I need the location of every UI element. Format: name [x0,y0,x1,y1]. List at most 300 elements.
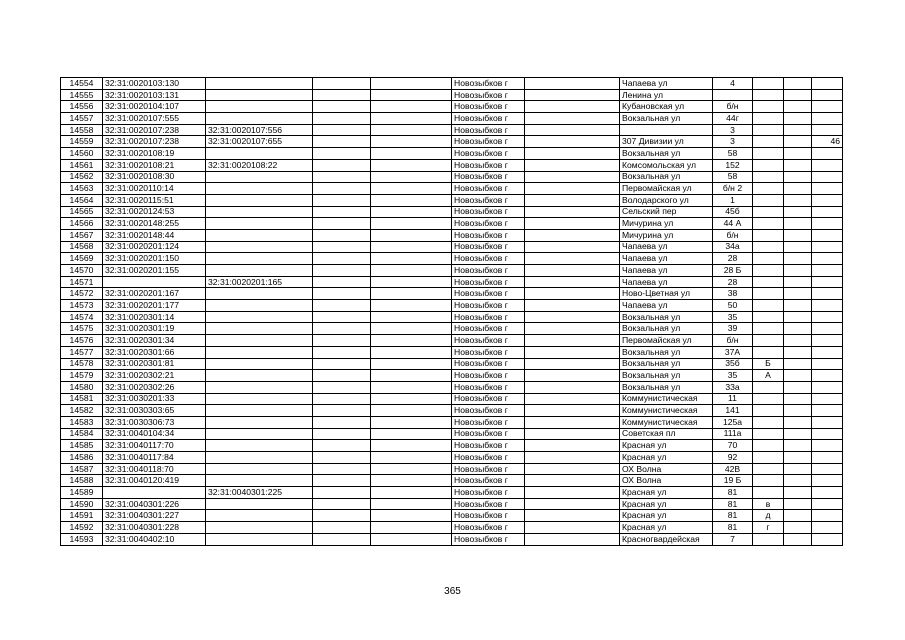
cell-empty-col-11 [784,300,812,312]
cell-row-number: 14583 [61,416,103,428]
cell-letter: г [753,522,784,534]
cell-row-number: 14579 [61,370,103,382]
cell-row-number: 14591 [61,510,103,522]
cell-empty-col-11 [784,78,812,90]
cell-empty-col-11 [784,405,812,417]
cell-empty-col-4 [313,136,371,148]
cell-parent-cadastral-number [206,78,313,90]
cell-cadastral-number: 32:31:0020115:51 [103,194,206,206]
cell-cadastral-number: 32:31:0020301:19 [103,323,206,335]
cell-empty-col-4 [313,265,371,277]
cell-cadastral-number: 32:31:0020107:238 [103,136,206,148]
cell-empty-col-4 [313,452,371,464]
cell-cadastral-number: 32:31:0020103:130 [103,78,206,90]
table-row [61,253,843,265]
cell-letter [753,405,784,417]
cell-empty-col-5 [371,276,452,288]
cell-empty-col-4 [313,241,371,253]
cell-empty-col-4 [313,311,371,323]
cell-street: Вокзальная ул [620,358,713,370]
cell-city: Новозыбков г [452,124,525,136]
cell-letter [753,452,784,464]
cell-empty-col-4 [313,522,371,534]
cell-empty-col-11 [784,346,812,358]
cell-parent-cadastral-number [206,405,313,417]
cell-apartment [812,510,843,522]
table-row [61,241,843,253]
cell-empty-col-4 [313,335,371,347]
cell-house-number: 28 Б [713,265,753,277]
cell-empty-col-7 [525,148,620,160]
cell-letter [753,89,784,101]
cell-parent-cadastral-number [206,463,313,475]
cell-empty-col-7 [525,183,620,195]
cell-parent-cadastral-number [206,218,313,230]
cell-street: Вокзальная ул [620,381,713,393]
cell-street: Красная ул [620,452,713,464]
cell-row-number: 14556 [61,101,103,113]
table-row [61,78,843,90]
cell-house-number: 42В [713,463,753,475]
cell-city: Новозыбков г [452,498,525,510]
cell-row-number: 14581 [61,393,103,405]
table-row [61,171,843,183]
cell-apartment [812,452,843,464]
cell-letter [753,475,784,487]
cell-city: Новозыбков г [452,381,525,393]
cell-empty-col-5 [371,78,452,90]
cell-empty-col-11 [784,241,812,253]
table-row [61,300,843,312]
cell-house-number: 35 [713,370,753,382]
cell-street: Чапаева ул [620,241,713,253]
cell-empty-col-5 [371,194,452,206]
cell-row-number: 14590 [61,498,103,510]
cell-row-number: 14577 [61,346,103,358]
cell-empty-col-7 [525,194,620,206]
cell-empty-col-5 [371,206,452,218]
cell-parent-cadastral-number [206,358,313,370]
cell-city: Новозыбков г [452,148,525,160]
table-row [61,288,843,300]
cell-cadastral-number: 32:31:0030303:65 [103,405,206,417]
cell-empty-col-5 [371,183,452,195]
cell-empty-col-7 [525,136,620,148]
cell-empty-col-7 [525,300,620,312]
cell-house-number: 44 А [713,218,753,230]
cell-apartment [812,288,843,300]
cell-letter [753,323,784,335]
cell-empty-col-4 [313,159,371,171]
cell-empty-col-11 [784,416,812,428]
cell-empty-col-4 [313,101,371,113]
cell-empty-col-4 [313,416,371,428]
cell-parent-cadastral-number: 32:31:0020201:165 [206,276,313,288]
cell-cadastral-number: 32:31:0040118:70 [103,463,206,475]
cell-city: Новозыбков г [452,159,525,171]
cell-city: Новозыбков г [452,265,525,277]
cell-cadastral-number: 32:31:0020108:19 [103,148,206,160]
cell-parent-cadastral-number: 32:31:0020107:655 [206,136,313,148]
cell-apartment: 46 [812,136,843,148]
cell-cadastral-number: 32:31:0020301:81 [103,358,206,370]
cell-empty-col-4 [313,183,371,195]
cell-apartment [812,206,843,218]
cell-apartment [812,428,843,440]
cell-empty-col-5 [371,323,452,335]
cell-street: Чапаева ул [620,276,713,288]
cell-parent-cadastral-number [206,370,313,382]
cell-house-number: б/н [713,101,753,113]
cell-cadastral-number: 32:31:0020108:30 [103,171,206,183]
table-row [61,452,843,464]
cell-city: Новозыбков г [452,452,525,464]
cell-apartment [812,89,843,101]
cell-apartment [812,475,843,487]
cell-empty-col-7 [525,463,620,475]
cell-street: Чапаева ул [620,300,713,312]
cell-house-number: 4 [713,78,753,90]
cell-letter [753,183,784,195]
cell-city: Новозыбков г [452,323,525,335]
cell-letter: Б [753,358,784,370]
cell-empty-col-11 [784,358,812,370]
cell-empty-col-4 [313,498,371,510]
cell-empty-col-11 [784,265,812,277]
cell-letter [753,148,784,160]
cell-row-number: 14564 [61,194,103,206]
cell-apartment [812,440,843,452]
cell-empty-col-7 [525,405,620,417]
cell-apartment [812,498,843,510]
cell-city: Новозыбков г [452,370,525,382]
cell-empty-col-7 [525,498,620,510]
cell-street: Чапаева ул [620,253,713,265]
cell-empty-col-11 [784,194,812,206]
cell-apartment [812,300,843,312]
cell-row-number: 14573 [61,300,103,312]
cell-empty-col-4 [313,475,371,487]
cell-house-number: 28 [713,276,753,288]
cell-house-number: 35б [713,358,753,370]
cell-empty-col-11 [784,159,812,171]
cell-city: Новозыбков г [452,206,525,218]
cell-house-number: 37А [713,346,753,358]
cell-house-number: 3 [713,136,753,148]
cell-empty-col-11 [784,510,812,522]
cell-empty-col-5 [371,463,452,475]
cell-empty-col-7 [525,124,620,136]
cell-city: Новозыбков г [452,89,525,101]
cell-apartment [812,276,843,288]
cell-empty-col-11 [784,381,812,393]
table-row [61,265,843,277]
cell-cadastral-number: 32:31:0020301:14 [103,311,206,323]
cell-parent-cadastral-number [206,440,313,452]
table-row [61,522,843,534]
cell-house-number: 81 [713,522,753,534]
cell-apartment [812,241,843,253]
cell-parent-cadastral-number [206,148,313,160]
cell-empty-col-11 [784,218,812,230]
cell-parent-cadastral-number [206,522,313,534]
cell-empty-col-4 [313,113,371,125]
cell-empty-col-11 [784,475,812,487]
cell-empty-col-5 [371,522,452,534]
cell-empty-col-11 [784,276,812,288]
cell-letter [753,124,784,136]
cell-empty-col-4 [313,323,371,335]
cell-parent-cadastral-number [206,323,313,335]
cell-empty-col-5 [371,241,452,253]
cell-cadastral-number: 32:31:0020201:167 [103,288,206,300]
cell-cadastral-number: 32:31:0020124:53 [103,206,206,218]
cell-apartment [812,522,843,534]
cell-city: Новозыбков г [452,171,525,183]
table-row [61,183,843,195]
cell-parent-cadastral-number: 32:31:0040301:225 [206,487,313,499]
cell-empty-col-5 [371,101,452,113]
cell-house-number: 19 Б [713,475,753,487]
cell-empty-col-5 [371,475,452,487]
cell-empty-col-7 [525,101,620,113]
cell-empty-col-11 [784,463,812,475]
cell-letter: А [753,370,784,382]
cell-empty-col-5 [371,159,452,171]
cell-empty-col-4 [313,300,371,312]
cell-empty-col-5 [371,346,452,358]
cell-apartment [812,416,843,428]
cell-street: Володарского ул [620,194,713,206]
cell-parent-cadastral-number [206,311,313,323]
cell-street: Вокзальная ул [620,113,713,125]
cell-house-number: 45б [713,206,753,218]
cell-empty-col-5 [371,452,452,464]
cell-letter [753,311,784,323]
table-row [61,416,843,428]
cell-cadastral-number: 32:31:0040301:226 [103,498,206,510]
cell-city: Новозыбков г [452,522,525,534]
cell-empty-col-7 [525,358,620,370]
cell-house-number: 81 [713,510,753,522]
cell-parent-cadastral-number [206,335,313,347]
table-row [61,440,843,452]
cell-letter [753,416,784,428]
cell-city: Новозыбков г [452,487,525,499]
cell-empty-col-11 [784,288,812,300]
cell-parent-cadastral-number [206,510,313,522]
cell-letter [753,346,784,358]
cell-street: Коммунистическая [620,405,713,417]
cell-empty-col-5 [371,148,452,160]
table-row [61,533,843,545]
table-row [61,510,843,522]
table-row [61,113,843,125]
cell-city: Новозыбков г [452,335,525,347]
cell-letter [753,171,784,183]
cell-apartment [812,171,843,183]
cell-house-number: 81 [713,498,753,510]
cell-apartment [812,393,843,405]
cell-empty-col-7 [525,113,620,125]
cell-apartment [812,533,843,545]
cell-row-number: 14560 [61,148,103,160]
cell-empty-col-5 [371,498,452,510]
cell-letter [753,194,784,206]
cell-parent-cadastral-number [206,113,313,125]
cell-city: Новозыбков г [452,475,525,487]
cell-parent-cadastral-number [206,206,313,218]
table-row [61,498,843,510]
cell-empty-col-7 [525,428,620,440]
cell-parent-cadastral-number [206,428,313,440]
cell-parent-cadastral-number [206,265,313,277]
cell-row-number: 14585 [61,440,103,452]
cell-house-number: б/н [713,335,753,347]
cell-street: Красная ул [620,440,713,452]
cell-parent-cadastral-number [206,452,313,464]
cell-cadastral-number: 32:31:0020201:150 [103,253,206,265]
table-row [61,276,843,288]
cell-cadastral-number [103,276,206,288]
cell-apartment [812,405,843,417]
cell-city: Новозыбков г [452,311,525,323]
cell-cadastral-number: 32:31:0040402:10 [103,533,206,545]
cell-parent-cadastral-number [206,346,313,358]
cell-letter [753,159,784,171]
cell-street: Ново-Цветная ул [620,288,713,300]
table-row [61,393,843,405]
cell-cadastral-number [103,487,206,499]
cell-empty-col-5 [371,89,452,101]
cell-street: Первомайская ул [620,183,713,195]
cell-row-number: 14582 [61,405,103,417]
cell-house-number: 38 [713,288,753,300]
cell-empty-col-5 [371,311,452,323]
cell-row-number: 14574 [61,311,103,323]
table-row [61,148,843,160]
cell-empty-col-4 [313,148,371,160]
cell-empty-col-5 [371,335,452,347]
cell-empty-col-7 [525,416,620,428]
cell-empty-col-11 [784,335,812,347]
cell-empty-col-11 [784,136,812,148]
cell-house-number: 70 [713,440,753,452]
cell-street: ОХ Волна [620,463,713,475]
cell-cadastral-number: 32:31:0030201:33 [103,393,206,405]
cell-empty-col-11 [784,206,812,218]
cell-empty-col-11 [784,101,812,113]
cell-parent-cadastral-number [206,183,313,195]
cell-parent-cadastral-number [206,89,313,101]
cell-empty-col-11 [784,311,812,323]
cell-street: Комсомольская ул [620,159,713,171]
cell-empty-col-7 [525,346,620,358]
cell-empty-col-4 [313,253,371,265]
cell-street: Первомайская ул [620,335,713,347]
cell-empty-col-7 [525,510,620,522]
cell-apartment [812,370,843,382]
cell-letter [753,229,784,241]
cell-row-number: 14562 [61,171,103,183]
cell-street [620,124,713,136]
cell-city: Новозыбков г [452,428,525,440]
cell-street: Вокзальная ул [620,323,713,335]
cell-city: Новозыбков г [452,346,525,358]
cell-empty-col-7 [525,335,620,347]
cell-city: Новозыбков г [452,113,525,125]
cell-empty-col-4 [313,276,371,288]
cell-parent-cadastral-number [206,288,313,300]
cell-empty-col-4 [313,393,371,405]
cell-empty-col-7 [525,253,620,265]
cell-cadastral-number: 32:31:0040301:227 [103,510,206,522]
table-row [61,405,843,417]
page-number: 365 [444,586,461,597]
cell-letter [753,206,784,218]
cell-row-number: 14572 [61,288,103,300]
cell-empty-col-11 [784,113,812,125]
cell-row-number: 14575 [61,323,103,335]
cell-empty-col-11 [784,89,812,101]
cell-cadastral-number: 32:31:0020110:14 [103,183,206,195]
cell-city: Новозыбков г [452,218,525,230]
cell-city: Новозыбков г [452,510,525,522]
cell-city: Новозыбков г [452,358,525,370]
cell-cadastral-number: 32:31:0040120:419 [103,475,206,487]
cell-row-number: 14568 [61,241,103,253]
cell-apartment [812,124,843,136]
cell-parent-cadastral-number [206,253,313,265]
cell-street: Мичурина ул [620,218,713,230]
cell-house-number: 3 [713,124,753,136]
cell-empty-col-4 [313,463,371,475]
cell-letter [753,463,784,475]
table-row [61,229,843,241]
cell-house-number: 35 [713,311,753,323]
cell-empty-col-7 [525,288,620,300]
cell-street: Мичурина ул [620,229,713,241]
cell-parent-cadastral-number [206,241,313,253]
cell-empty-col-5 [371,113,452,125]
cell-empty-col-4 [313,510,371,522]
cell-house-number: 7 [713,533,753,545]
table-row [61,311,843,323]
cell-empty-col-7 [525,452,620,464]
cell-letter [753,101,784,113]
cell-empty-col-11 [784,452,812,464]
cell-cadastral-number: 32:31:0020103:131 [103,89,206,101]
cell-city: Новозыбков г [452,229,525,241]
cell-row-number: 14565 [61,206,103,218]
cell-apartment [812,487,843,499]
cell-empty-col-5 [371,124,452,136]
cell-letter [753,136,784,148]
cell-letter [753,218,784,230]
cell-parent-cadastral-number: 32:31:0020107:556 [206,124,313,136]
cell-letter: в [753,498,784,510]
cell-letter [753,288,784,300]
cell-empty-col-11 [784,533,812,545]
cell-parent-cadastral-number: 32:31:0020108:22 [206,159,313,171]
cell-house-number [713,89,753,101]
cell-parent-cadastral-number [206,393,313,405]
table-row [61,136,843,148]
cell-empty-col-4 [313,171,371,183]
table-row [61,487,843,499]
cell-row-number: 14576 [61,335,103,347]
cell-empty-col-7 [525,487,620,499]
